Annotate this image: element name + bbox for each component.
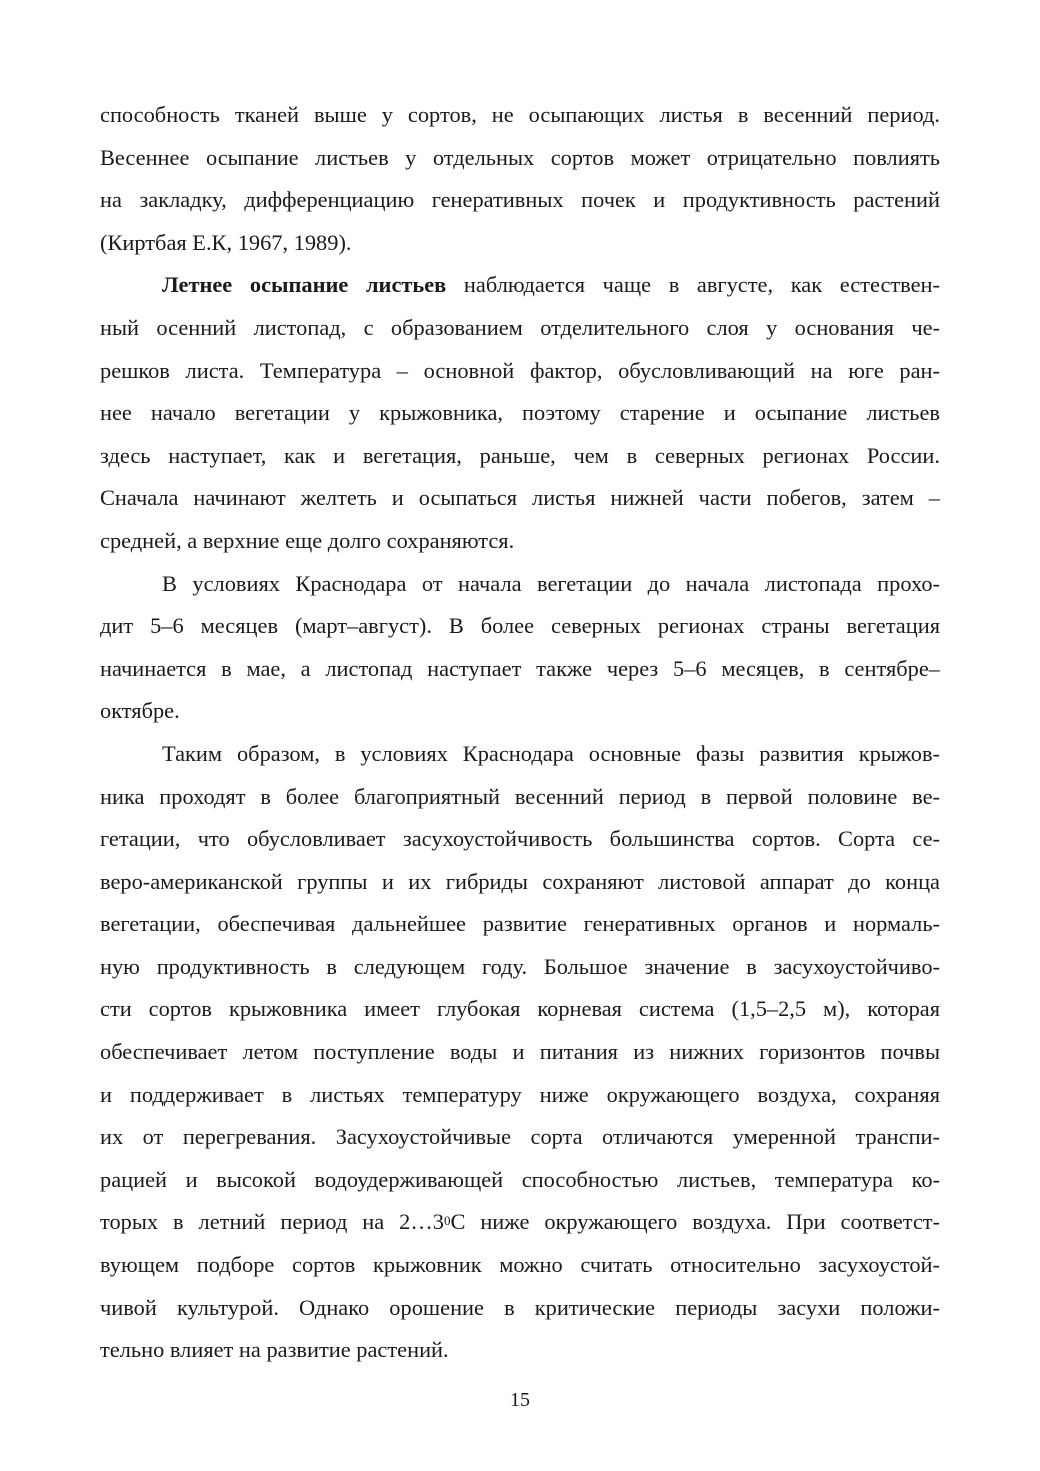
text-line: Таким образом, в условиях Краснодара основные фазы развития крыжов- [162,740,940,766]
paragraph-2 [100,264,940,562]
text-line: ную продуктивность в следующем году. Большое значение в засухоустойчиво- [100,953,940,979]
text-line: решков листа. Температура – основной фактор, обусловливающий на юге ран- [100,357,940,383]
text-line: тельно влияет на развитие растений. [100,1337,449,1363]
page-number: 15 [510,1389,530,1411]
text-line: вующем подборе сортов крыжовник можно считать относительно засухоустой- [100,1252,940,1278]
paragraph-3 [100,563,940,733]
text-line: веро-американской группы и их гибриды сохраняют листовой аппарат до конца [100,868,940,894]
text-line: их от перегревания. Засухоустойчивые сорта отличаются умеренной транспи- [100,1124,940,1150]
page-body [100,94,940,1372]
text-line: рацией и высокой водоудерживающей способностью листьев, температура ко- [100,1166,940,1192]
text-line: и поддерживает в листьях температуру ниже окружающего воздуха, сохраняя [100,1081,940,1107]
text-line: ника проходят в более благоприятный весенний период в первой половине ве- [100,783,940,809]
text-line [100,1201,940,1244]
text-line: гетации, что обусловливает засухоустойчивость большинства сортов. Сорта се- [100,826,940,852]
text-line: способность тканей выше у сортов, не осыпающих листья в весенний период. [100,102,940,127]
text-fragment: наблюдается чаще в августе, как естествен- [446,272,940,298]
text-line: Сначала начинают желтеть и осыпаться листья нижней части побегов, затем – [100,485,940,511]
text-line [100,264,940,307]
text-line: чивой культурой. Однако орошение в критические периоды засухи положи- [100,1294,940,1320]
text-line: здесь наступает, как и вегетация, раньше, чем в северных регионах России. [100,442,940,468]
text-line: ный осенний листопад, с образованием отделительного слоя у основания че- [100,314,940,340]
bold-term: Летнее осыпание листьев [162,272,447,298]
text-line: начинается в мае, а листопад наступает также через 5–6 месяцев, в сентябре– [100,655,940,681]
text-line: (Киртбая Е.К, 1967, 1989). [100,229,352,255]
text-line: октябре. [100,698,180,724]
text-line: сти сортов крыжовника имеет глубокая корневая система (1,5–2,5 м), которая [100,996,940,1022]
text-line: обеспечивает летом поступление воды и питания из нижних горизонтов почвы [100,1039,940,1065]
text-line: В условиях Краснодара от начала вегетации до начала листопада прохо- [162,570,940,596]
text-line: дит 5–6 месяцев (март–август). В более северных регионах страны вегетация [100,613,940,639]
text-line: нее начало вегетации у крыжовника, поэтому старение и осыпание листьев [100,400,940,426]
temperature-superscript: 0 [443,1213,451,1229]
paragraph-1 [100,94,940,264]
text-fragment: С ниже окружающего воздуха. При соответст- [450,1209,940,1235]
text-line: вегетации, обеспечивая дальнейшее развитие генеративных органов и нормаль- [100,911,940,937]
text-line: средней, а верхние еще долго сохраняются. [100,527,515,553]
text-line: на закладку, дифференциацию генеративных почек и продуктивность растений [100,187,940,213]
text-fragment: торых в летний период на 2…3 [100,1209,444,1235]
text-line: Весеннее осыпание листьев у отдельных сортов может отрицательно повлиять [100,144,940,170]
paragraph-4 [100,733,940,1372]
